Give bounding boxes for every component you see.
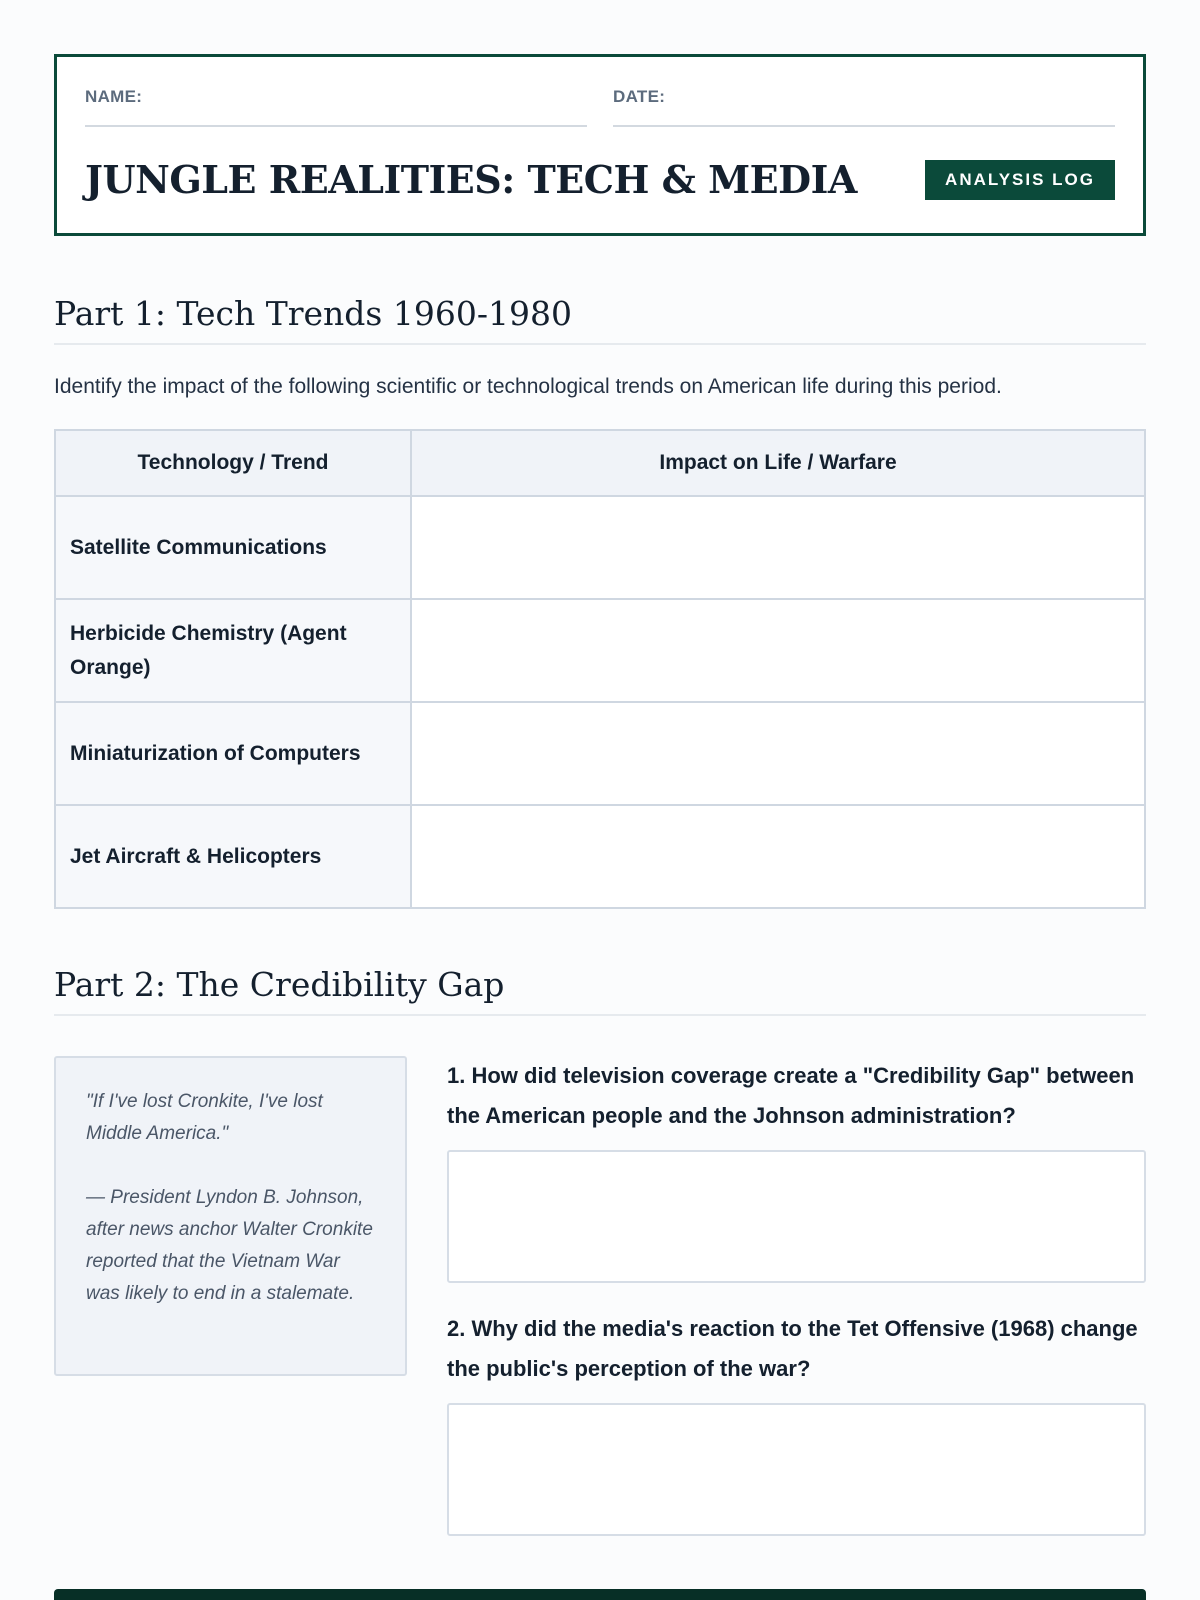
table-header-row bbox=[55, 430, 1145, 496]
tech-cell: Jet Aircraft & Helicopters bbox=[55, 805, 411, 908]
part2-content bbox=[54, 1056, 1146, 1562]
quote-box bbox=[54, 1056, 407, 1376]
page-title: JUNGLE REALITIES: TECH & MEDIA bbox=[85, 157, 857, 202]
table-row bbox=[55, 496, 1145, 599]
part1-instructions: Identify the impact of the following scientific or technological trends on American life during this period. bbox=[54, 375, 1002, 398]
name-label: NAME: bbox=[85, 87, 143, 106]
column-header-technology: Technology / Trend bbox=[55, 430, 411, 496]
question-1: 1. How did television coverage create a "Credibility Gap" between the American people and the Johnson administration? bbox=[447, 1063, 1135, 1128]
tech-cell: Miniaturization of Computers bbox=[55, 702, 411, 805]
column-header-impact: Impact on Life / Warfare bbox=[411, 430, 1145, 496]
quote-text: "If I've lost Cronkite, I've lost Middle America." bbox=[86, 1091, 323, 1144]
tech-trends-table bbox=[54, 429, 1146, 909]
footer-bar bbox=[54, 1589, 1146, 1600]
tech-cell: Satellite Communications bbox=[55, 496, 411, 599]
question-2: 2. Why did the media's reaction to the Tet Offensive (1968) change the public's perception of the war? bbox=[447, 1316, 1138, 1381]
analysis-log-badge: ANALYSIS LOG bbox=[925, 160, 1115, 200]
impact-answer-cell[interactable] bbox=[411, 702, 1145, 805]
question-list bbox=[447, 1056, 1146, 1562]
answer-box-1[interactable] bbox=[447, 1150, 1146, 1283]
name-field[interactable] bbox=[85, 83, 587, 127]
impact-answer-cell[interactable] bbox=[411, 496, 1145, 599]
part2-heading: Part 2: The Credibility Gap bbox=[54, 965, 1146, 1016]
part1-heading: Part 1: Tech Trends 1960-1980 bbox=[54, 294, 1146, 345]
table-row bbox=[55, 599, 1145, 702]
worksheet-header bbox=[54, 54, 1146, 236]
impact-answer-cell[interactable] bbox=[411, 599, 1145, 702]
quote-attribution: — President Lyndon B. Johnson, after news anchor Walter Cronkite reported that the Vietnam War was likely to end in a stalemate. bbox=[86, 1187, 373, 1304]
table-row bbox=[55, 702, 1145, 805]
table-row bbox=[55, 805, 1145, 908]
date-field[interactable] bbox=[613, 83, 1115, 127]
tech-cell: Herbicide Chemistry (Agent Orange) bbox=[55, 599, 411, 702]
impact-answer-cell[interactable] bbox=[411, 805, 1145, 908]
answer-box-2[interactable] bbox=[447, 1403, 1146, 1536]
date-label: DATE: bbox=[613, 87, 666, 106]
